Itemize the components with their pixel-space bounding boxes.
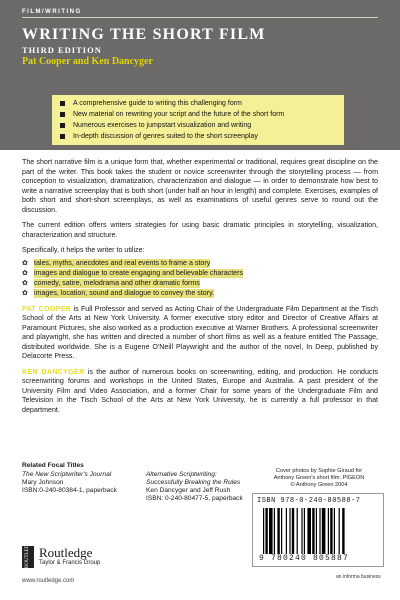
author-bio-dancyger: KEN DANCYGER is the author of numerous books on screenwriting, editing, and production. He conducts screenwriting forums and workshops in the United States, Europe and Australia. A past president of the University Film and Video Association, and a former Chair for some years of the Undergraduate Film and Television in the Tisch School of the Arts at New York University, he is currently a full professor in that department. xyxy=(22,367,378,414)
feature-item xyxy=(60,132,284,143)
film-reel-icon: ✿ xyxy=(22,269,28,277)
author-bio-cooper: PAT COOPER is Full Professor and served as Acting Chair of the Undergraduate Film Department at the Tisch School of the Arts at New York University. A former executive story editor and Director of Creative Affairs at Paramount Pictures, she also worked as a production executive at Warner Brothers. A professional screenwriter and playwright, she has written and directed a number of short films as well as a feature entitled The Passage, distributed worldwide. She is a Eugene O'Neill Playwright and the author of the novel, In Deep, published by Delacorte Press. xyxy=(22,304,378,360)
informa-tagline: an informa business xyxy=(336,574,381,580)
related-titles xyxy=(22,462,252,503)
film-reel-icon: ✿ xyxy=(22,259,28,267)
barcode-digits: 9 780240 805887 xyxy=(259,554,350,563)
publisher-url: www.routledge.com xyxy=(22,578,75,584)
utilize-list xyxy=(22,259,378,299)
routledge-mark-icon: ROUTLEDGE xyxy=(22,546,34,568)
utilize-item: ✿ images, location, sound and dialogue to convey the story. xyxy=(22,288,215,297)
square-bullet-icon xyxy=(60,134,65,139)
category-label: FILM/WRITING xyxy=(22,9,82,15)
author-name-dancyger: KEN DANCYGER xyxy=(22,367,85,376)
book-title: WRITING THE SHORT FILM xyxy=(22,26,266,43)
related-titles-heading: Related Focal Titles xyxy=(22,462,84,469)
utilize-item: ✿ images and dialogue to create engaging and believable characters xyxy=(22,268,244,277)
film-reel-icon: ✿ xyxy=(22,289,28,297)
film-reel-icon: ✿ xyxy=(22,279,28,287)
publisher-name: Routledge xyxy=(39,545,93,560)
utilize-item: ✿ comedy, satire, melodrama and other dramatic forms xyxy=(22,278,200,287)
publisher-logo xyxy=(22,538,101,568)
header-rule xyxy=(22,17,378,18)
feature-text: A comprehensive guide to writing this challenging form xyxy=(73,100,242,107)
barcode-panel xyxy=(252,493,384,567)
feature-text: In-depth discussion of genres suited to the short screenplay xyxy=(73,133,258,140)
square-bullet-icon xyxy=(60,123,65,128)
square-bullet-icon xyxy=(60,112,65,117)
isbn-text: ISBN 978-0-240-80588-7 xyxy=(257,497,361,505)
description-paragraph: The current edition offers writers strategies for using basic dramatic principles in storytelling, visualization, characterization and structure. xyxy=(22,221,378,239)
feature-text: Numerous exercises to jumpstart visualization and writing xyxy=(73,122,252,129)
description-body xyxy=(22,158,378,421)
feature-text: New material on rewriting your script and the future of the short form xyxy=(73,111,285,118)
related-title-right: Alternative Scriptwriting: Successfully Breaking the Rules Ken Dancyger and Jeff Rush ISBN: 0-240-80477-5, paperback xyxy=(146,471,243,502)
author-name-cooper: PAT COOPER xyxy=(22,304,72,313)
related-title-left: The New Scriptwriter's Journal Mary Johnson ISBN:0-240-80384-1, paperback xyxy=(22,471,117,494)
feature-list xyxy=(60,99,284,143)
edition-label: THIRD EDITION xyxy=(22,45,102,55)
description-paragraph: Specifically, it helps the writer to utilize: xyxy=(22,246,145,254)
authors: Pat Cooper and Ken Dancyger xyxy=(22,56,153,67)
utilize-item: ✿ tales, myths, anecdotes and real events to frame a story xyxy=(22,258,211,267)
square-bullet-icon xyxy=(60,101,65,106)
publisher-sub: Taylor & Francis Group xyxy=(39,560,101,566)
feature-item xyxy=(60,99,284,110)
feature-item xyxy=(60,110,284,121)
feature-item xyxy=(60,121,284,132)
barcode-icon xyxy=(263,508,373,554)
photo-credit: Cover photos by Sophie Giraud for Anthony Green's short film: PIGEON © Anthony Green 2004 xyxy=(273,468,365,488)
description-paragraph: The short narrative film is a unique form that, whether experimental or traditional, requires great discipline on the part of the writer. This book takes the student or novice screenwriter through the storytelling process — from conception to visualization, dramatization, characterization and dialogue — in order to demonstrate how best to write a narrative screenplay that is both short (under half an hour in length) and complete. Exercises, examples of both short and short-short screenplays, as well as examinations of useful genres serve to round out the discussion. xyxy=(22,158,378,214)
